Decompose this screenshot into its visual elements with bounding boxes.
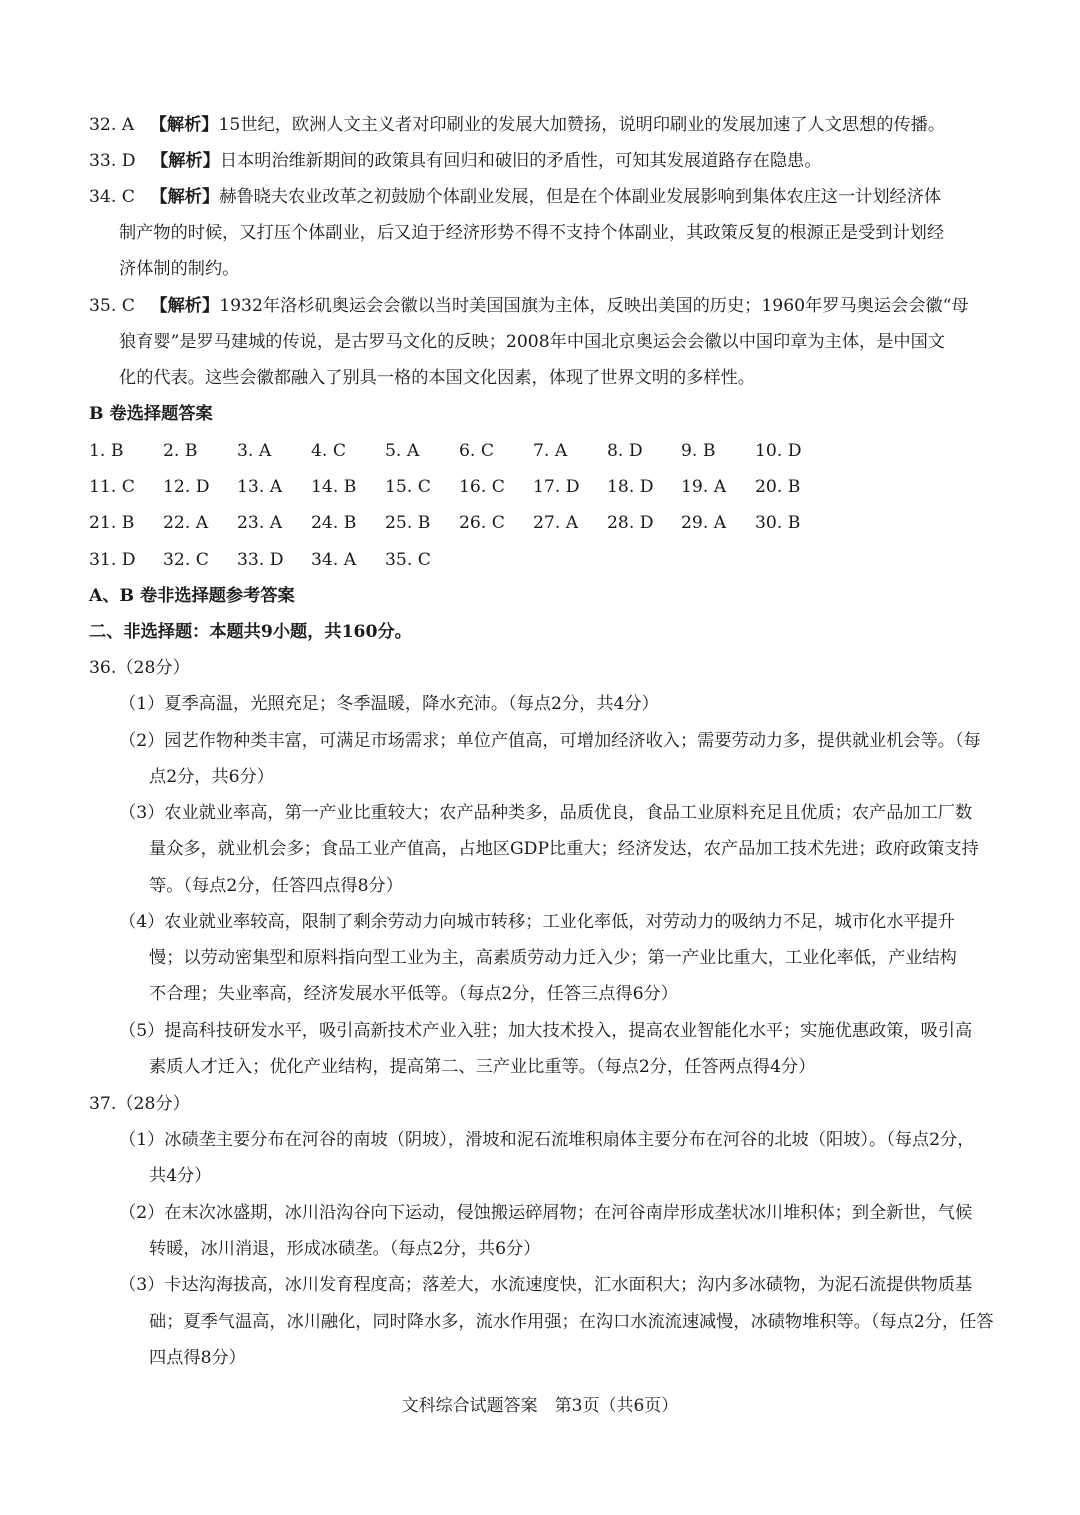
answer-35 [89,293,969,319]
b-answer-cell: 28. D [607,513,654,533]
q36-item-3: （3）农业就业率高，第一产业比重较大；农产品种类多，品质优良，食品工业原料充足且优质；农产品加工厂数 [119,803,973,823]
b-answer-cell: 20. B [755,477,801,497]
b-answer-cell: 19. A [681,477,727,497]
b-answer-cell: 29. A [681,513,727,533]
q37-item-1: （1）冰碛垄主要分布在河谷的南坡（阴坡），滑坡和泥石流堆积扇体主要分布在河谷的北坡（阳坡）。（每点2分， [119,1130,975,1150]
b-answer-cell: 27. A [533,513,579,533]
q36-item-5: （5）提高科技研发水平，吸引高新技术产业入驻；加大技术投入，提高农业智能化水平；实施优惠政策，吸引高 [119,1021,973,1041]
answer-32 [89,112,991,138]
b-answer-cell: 2. B [163,441,198,461]
b-answer-cell: 15. C [385,477,431,497]
answer-number: 33. D [89,151,136,171]
q37-item-2-cont: 转暖，冰川消退，形成冰碛垄。（每点2分，共6分） [149,1239,541,1259]
answer-number: 34. C [89,187,135,207]
b-answer-cell: 23. A [237,513,283,533]
b-answer-cell: 18. D [607,477,654,497]
b-answer-cell: 35. C [385,550,431,570]
q37-item-3-cont: 础；夏季气温高，冰川融化，同时降水多，流水作用强；在沟口水流流速减慢，冰碛物堆积等。（每点2分，任答 [149,1312,994,1332]
q36-item-3-cont: 等。（每点2分，任答四点得8分） [149,876,403,896]
b-answer-cell: 30. B [755,513,801,533]
answer-number: 32. A [89,115,135,135]
b-answer-cell: 12. D [163,477,210,497]
q37-item-3: （3）卡达沟海拔高，冰川发育程度高；落差大，水流速度快，汇水面积大；沟内多冰碛物，为泥石流提供物质基 [119,1275,973,1295]
q37-item-3-cont: 四点得8分） [149,1348,246,1368]
analysis-tag: 【解析】 [150,187,220,207]
answer-text: 日本明治维新期间的政策具有回归和破旧的矛盾性，可知其发展道路存在隐患。 [219,151,822,171]
b-answer-cell: 4. C [311,441,347,461]
b-answer-cell: 34. A [311,550,357,570]
b-answer-cell: 33. D [237,550,284,570]
b-answer-cell: 6. C [459,441,495,461]
b-answer-cell: 10. D [755,441,802,461]
q36-item-3-cont: 量众多，就业机会多；食品工业产值高，占地区GDP比重大；经济发达，农产品加工技术先进；政府政策支持 [149,839,979,859]
answer-text-continued: 狼育婴”是罗马建城的传说，是古罗马文化的反映；2008年中国北京奥运会会徽以中国印章为主体，是中国文 [119,332,945,352]
b-answer-cell: 1. B [89,441,124,461]
answer-text-continued: 制产物的时候，又打压个体副业，后又迫于经济形势不得不支持个体副业，其政策反复的根源正是受到计划经 [119,223,945,243]
answer-33 [89,148,991,174]
q36-item-2: （2）园艺作物种类丰富，可满足市场需求；单位产值高，可增加经济收入；需要劳动力多，提供就业机会等。（每 [119,731,981,751]
b-answer-cell: 26. C [459,513,505,533]
b-answer-cell: 24. B [311,513,357,533]
b-answer-cell: 22. A [163,513,209,533]
b-answer-cell: 21. B [89,513,135,533]
answer-34 [89,184,941,210]
b-answer-cell: 17. D [533,477,580,497]
page-footer: 文科综合试题答案 第3页（共6页） [401,1396,679,1416]
b-answer-cell: 5. A [385,441,420,461]
part-two-title: 二、非选择题：本题共9小题，共160分。 [89,622,412,642]
q36-item-2-cont: 点2分，共6分） [149,767,274,787]
answer-text-continued: 化的代表。这些会徽都融入了别具一格的本国文化因素，体现了世界文明的多样性。 [119,368,755,388]
section-ab-title: A、B 卷非选择题参考答案 [89,586,295,606]
question-36-header: 36.（28分） [89,658,190,678]
q36-item-4-cont: 慢；以劳动密集型和原料指向型工业为主，高素质劳动力迁入少；第一产业比重大，工业化率低，产业结构 [149,948,957,968]
q36-item-4-cont: 不合理；失业率高，经济发展水平低等。（每点2分，任答三点得6分） [149,984,678,1004]
q36-item-1: （1）夏季高温，光照充足；冬季温暖，降水充沛。（每点2分，共4分） [119,694,659,714]
answer-text: 1932年洛杉矶奥运会会徽以当时美国国旗为主体，反映出美国的历史；1960年罗马奥运会会徽“母 [219,296,969,316]
b-answer-cell: 25. B [385,513,431,533]
b-answer-cell: 13. A [237,477,283,497]
b-answer-cell: 7. A [533,441,568,461]
analysis-tag: 【解析】 [151,151,220,171]
b-answer-cell: 14. B [311,477,357,497]
section-b-title: B 卷选择题答案 [89,404,213,424]
q36-item-4: （4）农业就业率较高，限制了剩余劳动力向城市转移；工业化率低，对劳动力的吸纳力不足，城市化水平提升 [119,912,955,932]
q37-item-2: （2）在末次冰盛期，冰川沿沟谷向下运动，侵蚀搬运碎屑物；在河谷南岸形成垄状冰川堆积体；到全新世，气候 [119,1203,973,1223]
analysis-tag: 【解析】 [149,115,219,135]
answer-text: 赫鲁晓夫农业改革之初鼓励个体副业发展，但是在个体副业发展影响到集体农庄这一计划经济体 [219,187,942,207]
question-37-header: 37.（28分） [89,1094,190,1114]
b-answer-cell: 9. B [681,441,716,461]
answer-number: 35. C [89,296,135,316]
answer-text: 15世纪，欧洲人文主义者对印刷业的发展大加赞扬，说明印刷业的发展加速了人文思想的传播。 [218,115,946,135]
b-answer-cell: 3. A [237,441,272,461]
q37-item-1-cont: 共4分） [149,1166,212,1186]
q36-item-5-cont: 素质人才迁入；优化产业结构，提高第二、三产业比重等。（每点2分，任答两点得4分） [149,1057,816,1077]
answer-text-continued: 济体制的制约。 [119,259,240,279]
analysis-tag: 【解析】 [150,296,220,316]
b-answer-cell: 8. D [607,441,643,461]
b-answer-cell: 16. C [459,477,505,497]
b-answer-cell: 32. C [163,550,209,570]
b-answer-cell: 31. D [89,550,136,570]
b-answer-cell: 11. C [89,477,135,497]
